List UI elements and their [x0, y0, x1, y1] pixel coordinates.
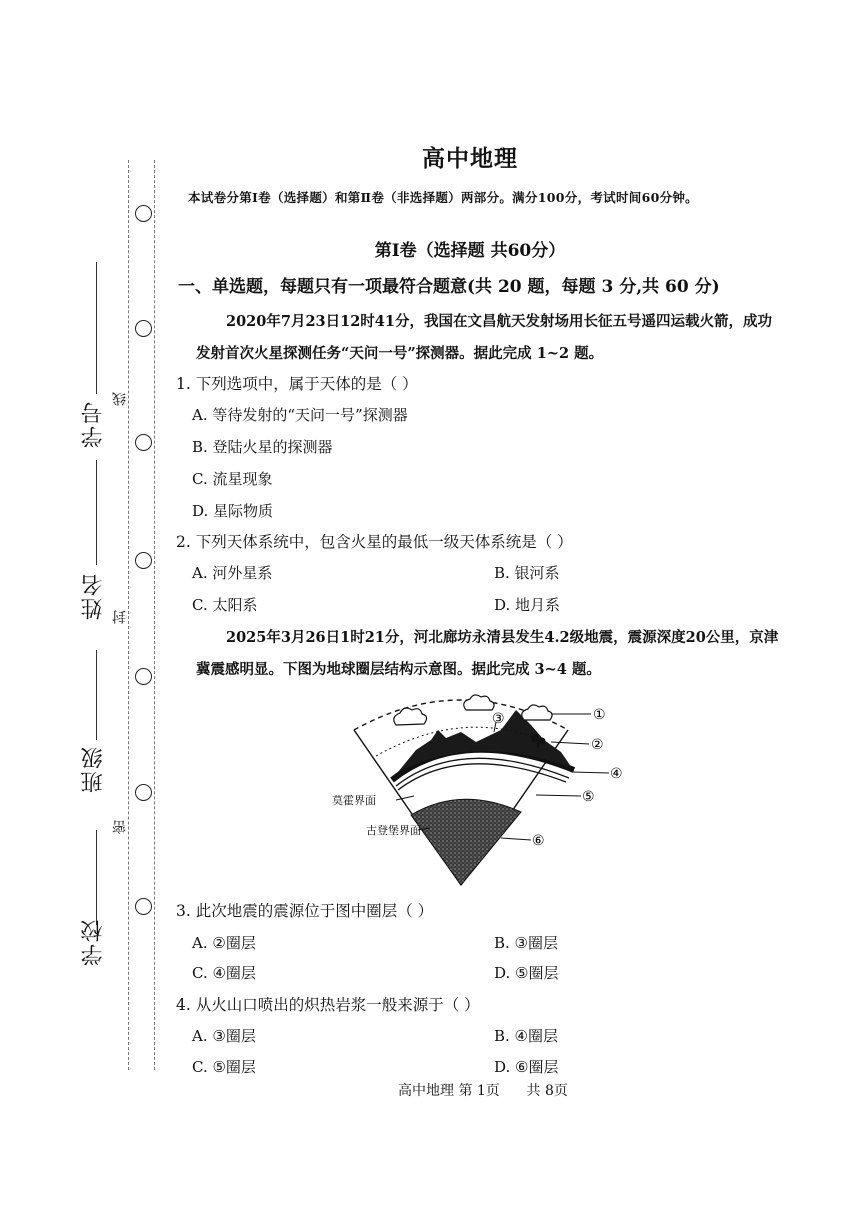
question-2-option-c[interactable]: C. 太阳系 [192, 596, 258, 614]
question-3-option-c[interactable]: C. ④圈层 [192, 964, 256, 982]
passage2-line1: 2025年3月26日1时21分，河北廊坊永清县发生4.2级地震，震源深度20公里，京津 [226, 629, 779, 646]
class-label: 班级 [81, 745, 106, 793]
passage1-line1: 2020年7月23日12时41分，我国在文昌航天发射场用长征五号遥四运载火箭，成功 [226, 313, 772, 330]
page-title: 高中地理 [422, 145, 518, 172]
question-4-stem: 4. 从火山口喷出的炽热岩浆一般来源于（ ） [176, 996, 480, 1014]
question-1-option-b[interactable]: B. 登陆火星的探测器 [192, 438, 333, 456]
school-fill-line[interactable] [96, 830, 97, 925]
question-3-option-b[interactable]: B. ③圈层 [494, 934, 559, 952]
layer-label-2: ② [591, 737, 604, 753]
exam-intro: 本试卷分第Ⅰ卷（选择题）和第Ⅱ卷（非选择题）两部分。满分100分，考试时间60分钟。 [188, 190, 698, 205]
class-fill-line[interactable] [96, 650, 97, 740]
binding-hole [135, 668, 152, 685]
binding-hole [135, 320, 152, 337]
cloud-icon [394, 695, 552, 725]
question-3-stem: 3. 此次地震的震源位于图中圈层（ ） [176, 902, 434, 920]
question-1-stem: 1. 下列选项中，属于天体的是（ ） [176, 375, 418, 393]
seal-mark: 封 [112, 610, 128, 624]
question-2-option-b[interactable]: B. 银河系 [494, 564, 560, 582]
layer-label-4: ④ [610, 766, 623, 782]
student-id-fill-line[interactable] [96, 262, 97, 394]
student-id-label: 学号 [81, 400, 106, 448]
question-2-stem: 2. 下列天体系统中，包含火星的最低一级天体系统是（ ） [176, 533, 573, 551]
question-3-option-a[interactable]: A. ②圈层 [192, 934, 256, 952]
passage2-line2: 冀震感明显。下图为地球圈层结构示意图。据此完成 3~4 题。 [196, 661, 601, 678]
question-4-option-c[interactable]: C. ⑤圈层 [192, 1058, 256, 1076]
binding-hole [135, 784, 152, 801]
name-fill-line[interactable] [96, 460, 97, 565]
layer-label-1: ① [593, 707, 606, 723]
question-1-option-d[interactable]: D. 星际物质 [192, 502, 274, 520]
question-1-option-c[interactable]: C. 流星现象 [192, 470, 273, 488]
binding-hole [135, 205, 152, 222]
passage1-line2: 发射首次火星探测任务“天问一号”探测器。据此完成 1~2 题。 [196, 345, 604, 362]
question-2-option-a[interactable]: A. 河外星系 [192, 564, 273, 582]
question-4-option-b[interactable]: B. ④圈层 [494, 1027, 559, 1045]
layer-label-6: ⑥ [532, 833, 545, 849]
binding-hole [135, 552, 152, 569]
layer-label-5: ⑤ [582, 789, 595, 805]
question-1-option-a[interactable]: A. 等待发射的“天问一号”探测器 [192, 406, 408, 424]
name-label: 姓名 [81, 572, 106, 620]
school-label: 学校 [81, 918, 106, 966]
part-title: 第Ⅰ卷（选择题 共60分） [374, 241, 566, 261]
section-title: 一、单选题，每题只有一项最符合题意(共 20 题，每题 3 分,共 60 分) [178, 277, 720, 297]
gutenberg-label: 古登堡界面 [366, 824, 421, 837]
layer-label-3: ③ [492, 711, 505, 727]
binding-hole [135, 898, 152, 915]
binding-dashed-line-inner [154, 160, 155, 1070]
earth-layers-diagram [326, 680, 626, 890]
secret-mark: 密 [112, 820, 128, 834]
mantle-region [411, 799, 521, 885]
question-3-option-d[interactable]: D. ⑤圈层 [494, 964, 559, 982]
binding-hole [135, 434, 152, 451]
page-footer: 高中地理 第 1页 共 8页 [398, 1083, 568, 1099]
moho-label: 莫霍界面 [332, 794, 376, 807]
question-4-option-d[interactable]: D. ⑥圈层 [494, 1058, 559, 1076]
line-mark: 线 [112, 392, 128, 406]
question-4-option-a[interactable]: A. ③圈层 [192, 1027, 256, 1045]
question-2-option-d[interactable]: D. 地月系 [494, 596, 561, 614]
